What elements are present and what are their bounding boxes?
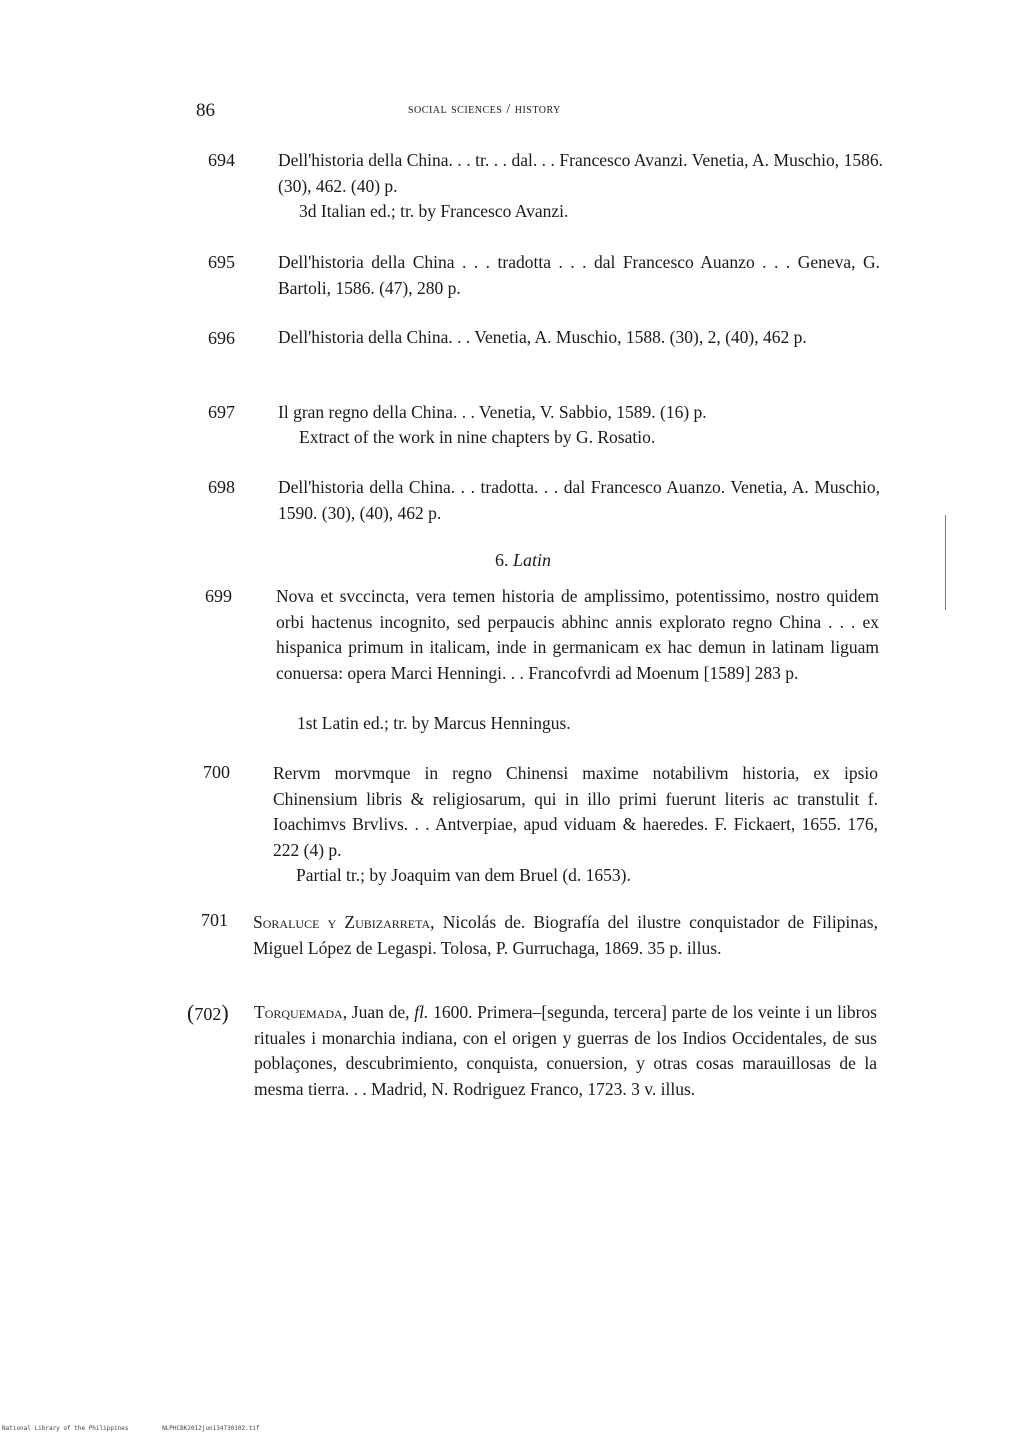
entry-number: 696 bbox=[208, 328, 235, 348]
entry-text bbox=[253, 910, 878, 961]
entry-number: 701 bbox=[201, 910, 228, 930]
entry-text: Il gran regno della China. . . Venetia, V. Sabbio, 1589. (16) p. bbox=[278, 402, 707, 422]
entry-author-rest: Juan de, bbox=[347, 1002, 415, 1022]
entry-number: 694 bbox=[208, 150, 235, 170]
entry-text: Dell'historia della China. . . tr. . . dal. . . Francesco Avanzi. Venetia, A. Muschio, 1586. (30), 462. (40) p. bbox=[278, 150, 883, 196]
scan-footer bbox=[2, 1425, 290, 1432]
entry-number: 698 bbox=[208, 477, 235, 497]
section-title: Latin bbox=[513, 550, 552, 570]
footer-library: National Library of the Philippines bbox=[2, 1425, 129, 1432]
entry-body: Nicolás de. Biografía del ilustre conquistador de Filipinas, Miguel López de Legaspi. Tolosa, P. Gurruchaga, 1869. 35 p. illus. bbox=[253, 912, 878, 958]
entry-text: Dell'historia della China . . . tradotta . . . dal Francesco Auanzo . . . Geneva, G. Bartoli, 1586. (47), 280 p. bbox=[278, 252, 880, 298]
footer-filename: NLPHCBK2012jun134730102.tif bbox=[162, 1425, 260, 1432]
running-head: social sciences / history bbox=[408, 102, 561, 117]
entry-text bbox=[254, 1000, 877, 1102]
entry-number: 699 bbox=[205, 586, 232, 606]
entry-note: 1st Latin ed.; tr. by Marcus Henningus. bbox=[297, 713, 571, 733]
entry-number-circled: (702) bbox=[187, 1000, 229, 1025]
entry-number: 702 bbox=[194, 1004, 222, 1024]
entry-note: 3d Italian ed.; tr. by Francesco Avanzi. bbox=[299, 201, 569, 221]
entry-note: Extract of the work in nine chapters by G. Rosatio. bbox=[299, 427, 656, 447]
entry-author: Torquemada, bbox=[254, 1002, 348, 1022]
entry-number: 695 bbox=[208, 252, 235, 272]
section-number: 6. bbox=[495, 550, 509, 570]
margin-line bbox=[945, 515, 946, 610]
entry-author: Soraluce y Zubizarreta, bbox=[253, 912, 435, 932]
entry-note: Partial tr.; by Joaquim van dem Bruel (d. 1653). bbox=[296, 865, 631, 885]
page-number: 86 bbox=[196, 100, 215, 121]
entry-text: Rervm morvmque in regno Chinensi maxime notabilivm historia, ex ipsio Chinensium libris & religiosarum, qui in illo primi fuerunt literis ac transtulit f. Ioachimvs Brvlivs. . . Antverpiae, apud viduam & haeredes. F. Fickaert, 1655. 176, 222 (4) p. bbox=[273, 763, 878, 860]
entry-text: Nova et svccincta, vera temen historia de amplissimo, potentissimo, nostro quidem orbi hactenus incognito, sed perpaucis abhinc annis explorato regno China . . . ex hispanica primum in italicam, inde in germanicam ex hac demun in latinam liguam conuersa: opera Marci Henningi. . . Francofvrdi ad Moenum [1589] 283 p. bbox=[276, 586, 879, 683]
section-heading bbox=[495, 550, 551, 571]
entry-floruit: fl. bbox=[414, 1002, 429, 1022]
entry-text: Dell'historia della China. . . tradotta. . . dal Francesco Auanzo. Venetia, A. Muschio, 1590. (30), (40), 462 p. bbox=[278, 477, 880, 523]
entry-number: 697 bbox=[208, 402, 235, 422]
entry-text: Dell'historia della China. . . Venetia, A. Muschio, 1588. (30), 2, (40), 462 p. bbox=[278, 327, 807, 347]
entry-number: 700 bbox=[203, 762, 230, 782]
entry-body: 1600. Primera–[segunda, tercera] parte de los veinte i un libros rituales i monarchia indiana, con el origen y guerras de los Indios Occidentales, de sus poblaçones, descubrimiento, conquista, conuersion, y otras cosas marauillosas de la mesma tierra. . . Madrid, N. Rodriguez Franco, 1723. 3 v. illus. bbox=[254, 1002, 877, 1099]
